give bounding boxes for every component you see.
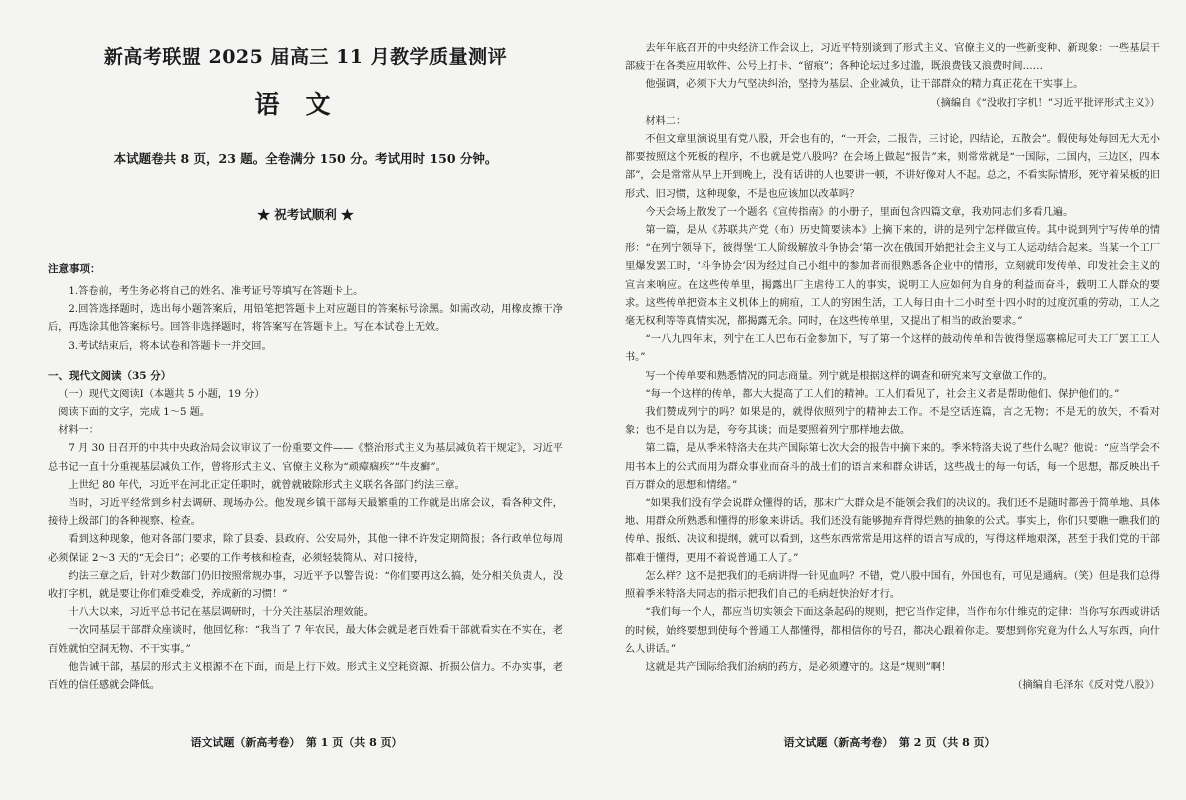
exam-title: 新高考联盟 2025 届高三 11 月教学质量测评 <box>103 46 508 68</box>
paragraph: 今天会场上散发了一个题名《宣传指南》的小册子，里面包含四篇文章，我劝同志们多看几遍。 <box>645 206 1074 218</box>
source-citation: （摘编自《“没收打字机！”习近平批评形式主义》） <box>930 97 1160 109</box>
paragraph: 一次同基层干部群众座谈时，他回忆称：“我当了 7 年农民，最大体会就是老百姓看干部就看实在不实在，老百姓就怕空洞无物、不干实事。” <box>48 625 563 655</box>
paragraph: 十八大以来，习近平总书记在基层调研时，十分关注基层治理效能。 <box>68 607 375 619</box>
paragraph: “我们每一个人，都应当切实领会下面这条起码的规则，把它当作定律，当作布尔什维克的定律：当你写东西或讲话的时候，始终要想到使每个普通工人都懂得，都相信你的号召，都决心跟着你走。要想到你究竟为什么人写东西，向什么人讲话。” <box>625 607 1160 655</box>
reading-instruction: 阅读下面的文字，完成 1～5 题。 <box>58 407 211 419</box>
page-2-footer: 语文试题（新高考卷） 第 2 页（共 8 页） <box>783 736 996 749</box>
paragraph: “如果我们没有学会说群众懂得的话，那末广大群众是不能领会我们的决议的。我们还不是随时都善于简单地、具体地、用群众所熟悉和懂得的形象来讲话。我们还没有能够抛弃背得烂熟的抽象的公式。事实上，你们只要瞧一瞧我们的传单、报纸、决议和提纲，就可以看到，这些东西常常是用这样的语言写成的，写得这样地艰深，甚至于我们党的干部都难于懂得，更用不着说普通工人了。” <box>625 498 1160 564</box>
paragraph: 这就是共产国际给我们治病的药方，是必须遵守的。这是“规则”啊！ <box>645 661 952 673</box>
note-item: 2.回答选择题时，选出每小题答案后，用铅笔把答题卡上对应题目的答案标号涂黑。如需改动，用橡皮擦干净后，再选涂其他答案标号。回答非选择题时，将答案写在答题卡上。写在本试卷上无效。 <box>48 304 563 334</box>
page-1-footer: 语文试题（新高考卷） 第 1 页（共 8 页） <box>190 736 403 749</box>
paragraph: 他告诫干部，基层的形式主义根源不在下面，而是上行下效。形式主义空耗资源、折损公信力。不办实事，老百姓的信任感就会降低。 <box>48 661 563 692</box>
note-item: 3.考试结束后，将本试卷和答题卡一并交回。 <box>68 340 272 352</box>
paragraph: 不但文章里演说里有党八股，开会也有的，“一开会，二报告，三讨论，四结论，五散会”。假使每处每回无大无小都要按照这个死板的程序，不也就是党八股吗？在会场上做起“报告”来，则常常就是“一国际，二国内，三边区，四本部”，会是常常从早上开到晚上，没有话讲的人也要讲一顿，不讲好像对人不起。总之，不看实际情形，死守着呆板的旧形式、旧习惯，这种现象，不是也应该加以改革吗？ <box>625 134 1160 200</box>
section-heading: 一、现代文阅读（35 分） <box>48 369 172 382</box>
good-luck-banner: ★ 祝考试顺利 ★ <box>257 207 354 222</box>
paragraph: 第一篇，是从《苏联共产党（布）历史简要读本》上摘下来的，讲的是列宁怎样做宣传。其中说到列宁写传单的情形：“在列宁领导下，彼得堡‘工人阶级解放斗争协会’第一次在俄国开始把社会主义与工人运动结合起来。当某一个工厂里爆发罢工时，‘斗争协会’因为经过自己小组中的参加者而很熟悉各企业中的情形，立刻就印发传单、印发社会主义的宣言来响应。在这些传单里，揭露出厂主虐待工人的事实，说明工人应如何为自身的利益而奋斗，载明工人群众的要求。这些传单把资本主义机体上的痈疽，工人的穷困生活，工人每日由十二小时至十四小时的过度沉重的劳动，工人之毫无权利等等真情实况，都揭露无余。同时，在这些传单里，又提出了相当的政治要求。” <box>625 225 1160 328</box>
notes-heading: 注意事项： <box>48 263 101 275</box>
paragraph: 去年年底召开的中央经济工作会议上，习近平特别谈到了形式主义、官僚主义的一些新变种、新现象：一些基层干部疲于在各类应用软件、公号上打卡、“留痕”；各种论坛过多过滥，既浪费钱又浪费时间…… <box>625 43 1160 73</box>
page-2 <box>593 0 1186 800</box>
source-citation: （摘编自毛泽东《反对党八股》） <box>1012 680 1160 692</box>
material-two-label: 材料二： <box>645 115 687 127</box>
exam-info: 本试题卷共 8 页，23 题。全卷满分 150 分。考试用时 150 分钟。 <box>113 151 498 166</box>
material-one-label: 材料一： <box>58 425 99 437</box>
paragraph: 上世纪 80 年代，习近平在河北正定任职时，就曾就破除形式主义联名各部门约法三章。 <box>68 479 465 491</box>
subject-title: 语文 <box>254 90 357 119</box>
paragraph: 他强调，必须下大力气坚决纠治，坚持为基层、企业减负，让干部群众的精力真正花在干实事上。 <box>645 79 1084 91</box>
paragraph: 7 月 30 日召开的中共中央政治局会议审议了一份重要文件——《整治形式主义为基层减负若干规定》，习近平总书记一直十分重视基层减负工作，曾将形式主义、官僚主义称为“顽瘴痼疾”“牛皮癣”。 <box>48 443 563 473</box>
paragraph: 当时，习近平经常到乡村去调研、现场办公。他发现乡镇干部每天最繁重的工作就是出席会议，看各种文件，接待上级部门的各种视察、检查。 <box>48 498 563 528</box>
paragraph: 约法三章之后，针对少数部门仍旧按照常规办事，习近平予以警告说：“你们要再这么搞，处分相关负责人，没收打字机，就是要让你们难受难受，养成新的习惯！” <box>48 570 563 601</box>
paragraph: “一八九四年末，列宁在工人巴布石金参加下，写了第一个这样的鼓动传单和告彼得堡巡寨棉尼可夫工厂罢工工人书。” <box>625 334 1160 364</box>
subsection-heading: （一）现代文阅读Ⅰ（本题共 5 小题，19 分） <box>58 388 265 400</box>
note-item: 1.答卷前，考生务必将自己的姓名、准考证号等填写在答题卡上。 <box>68 286 364 297</box>
paragraph: 写一个传单要和熟悉情况的同志商量。列宁就是根据这样的调查和研究来写文章做工作的。 <box>645 370 1053 382</box>
paragraph: 看到这种现象，他对各部门要求，除了县委、县政府、公安局外，其他一律不许发定期简报；各行政单位每周必须保证 2～3 天的“无会日”；必要的工作考核和检查，必须轻装简从、对口接待， <box>48 534 563 564</box>
paragraph: 第二篇，是从季米特洛夫在共产国际第七次大会的报告中摘下来的。季米特洛夫说了些什么呢？他说：“应当学会不用书本上的公式而用为群众事业而奋斗的战士们的语言来和群众讲话，这些战士的每一句话，每一个思想，都反映出千百万群众的思想和情绪。” <box>625 443 1160 491</box>
paragraph: “每一个这样的传单，都大大提高了工人们的精神。工人们看见了，社会主义者是帮助他们、保护他们的。” <box>645 388 1120 400</box>
paragraph: 我们赞成列宁的吗？如果是的，就得依照列宁的精神去工作。不是空话连篇，言之无物；不是无的放矢，不看对象；也不是自以为是，夸夸其谈；而是要照着列宁那样地去做。 <box>625 407 1160 437</box>
paragraph: 怎么样？这不是把我们的毛病讲得一针见血吗？不错，党八股中国有，外国也有，可见是通病。（笑）但是我们总得照着季米特洛夫同志的指示把我们自己的毛病赶快治好才行。 <box>625 570 1160 601</box>
